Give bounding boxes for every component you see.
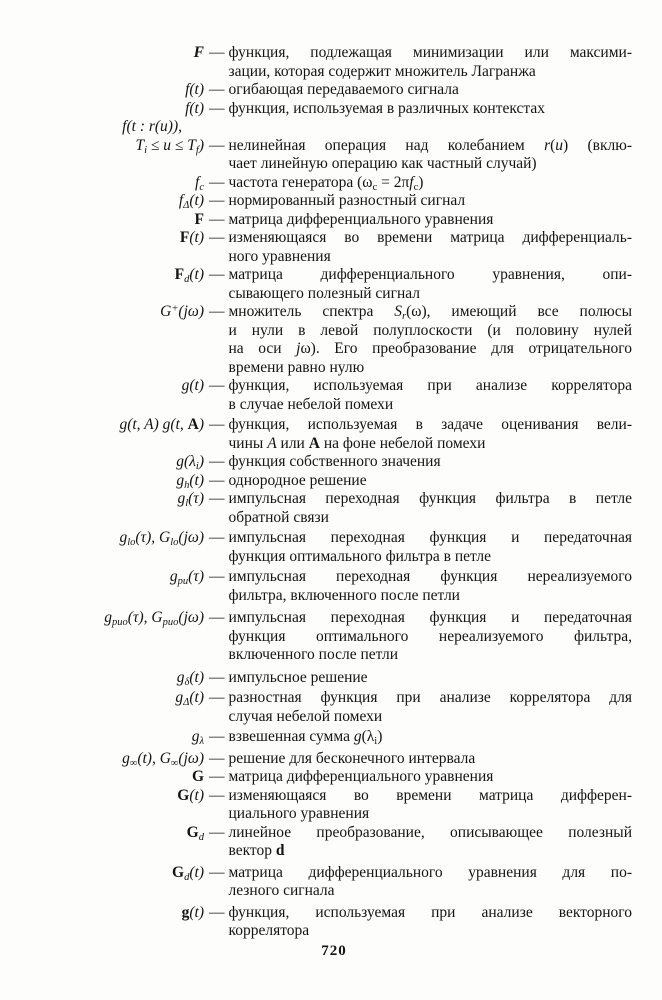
notation-definition: функция собственного значения xyxy=(228,453,441,470)
notation-symbol: G(t) xyxy=(177,786,204,804)
glossary-entry xyxy=(36,750,632,769)
notation-symbol: $g_\Delta(t)$ xyxy=(175,689,204,708)
dash-separator: — xyxy=(209,471,225,489)
dash-separator: — xyxy=(209,99,225,117)
notation-definition: нормированный разностный сигнал xyxy=(228,192,466,209)
notation-definition: матрица дифференциального уравнения xyxy=(228,210,494,228)
dash-separator: — xyxy=(209,749,225,767)
notation-definition: импульсная переходная функция и передаточная функция оптимального фильтра в петле xyxy=(228,529,632,565)
notation-symbol: $g_{pu}(\tau)$ xyxy=(169,568,204,587)
dash-separator: — xyxy=(209,823,225,841)
notation-glossary-list xyxy=(36,44,632,941)
notation-definition: функция, используемая в различных контекстах xyxy=(228,99,545,117)
notation-symbol: $g_h(t)$ xyxy=(176,471,204,491)
notation-symbol: F xyxy=(193,44,204,61)
notation-symbol: F xyxy=(194,210,204,228)
glossary-entry xyxy=(36,490,632,527)
glossary-entry xyxy=(36,768,632,787)
dash-separator: — xyxy=(209,136,225,154)
notation-definition: импульсная переходная функция нереализуемого фильтра, включенного после петли xyxy=(228,568,632,604)
notation-symbol: G xyxy=(191,768,204,785)
notation-definition: функция, используемая в задаче оценивания вели- чины A или A на фоне небелой помехи xyxy=(228,416,632,452)
glossary-entry xyxy=(36,266,632,303)
notation-symbol: F(t) xyxy=(179,229,204,246)
notation-symbol: f(t) xyxy=(185,81,204,98)
dash-separator: — xyxy=(209,377,225,394)
dash-separator: — xyxy=(209,229,225,246)
glossary-entry xyxy=(36,472,632,491)
glossary-entry xyxy=(36,211,632,230)
glossary-entry xyxy=(36,787,632,824)
dash-separator: — xyxy=(209,786,225,804)
dash-separator: — xyxy=(209,529,225,546)
notation-definition: множитель спектра $S_r(\omega)$, имеющий все полюсы и нули в левой полуплоскости (и половину нулей на оси jω). Его преобразование для отрицательного времени равно нулю xyxy=(228,303,632,376)
notation-definition: линейное преобразование, описывающее полезный вектор d xyxy=(228,823,632,859)
notation-definition: матрица дифференциального уравнения для по- лезного сигнала xyxy=(228,863,632,899)
notation-symbol: $g_l(\tau)$ xyxy=(177,490,204,509)
dash-separator: — xyxy=(209,416,225,433)
notation-definition: функция, используемая при анализе коррелятора в случае небелой помехи xyxy=(228,377,632,413)
notation-symbol: g(t, A) g(t, A) xyxy=(119,416,204,433)
notation-definition: изменяющаяся во времени матрица дифферен- циального уравнения xyxy=(228,786,632,822)
dash-separator: — xyxy=(209,863,225,881)
glossary-entry xyxy=(36,529,632,566)
notation-definition: взвешенная сумма $g(\lambda_i)$ xyxy=(228,728,383,747)
notation-definition: функция, подлежащая минимизации или максими- зации, которая содержит множитель Лагранжа xyxy=(228,44,632,80)
page-number: 720 xyxy=(321,943,347,959)
glossary-entry xyxy=(36,174,632,193)
dash-separator: — xyxy=(209,173,225,191)
glossary-entry xyxy=(36,377,632,414)
glossary-entry xyxy=(36,568,632,605)
notation-symbol: g(t) xyxy=(181,377,204,394)
dash-separator: — xyxy=(209,668,225,686)
notation-symbol: $g_\delta(t)$ xyxy=(176,668,204,688)
glossary-entry xyxy=(36,416,632,453)
notation-definition: импульсная переходная функция фильтра в петле обратной связи xyxy=(228,490,632,526)
notation-symbol: $g_\infty(t)$, $G_\infty(j\omega)$ xyxy=(122,749,204,769)
glossary-entry xyxy=(36,118,632,174)
glossary-entry xyxy=(36,453,632,472)
notation-symbol: G+(jω) xyxy=(160,303,204,320)
notation-definition: разностная функция при анализе коррелятора для случая небелой помехи xyxy=(228,689,632,725)
dash-separator: — xyxy=(209,81,225,98)
glossary-entry xyxy=(36,229,632,266)
notation-definition: матрица дифференциального уравнения, опи- сывающего полезный сигнал xyxy=(228,266,632,302)
notation-symbol: $g(\lambda_i)$ xyxy=(176,453,204,472)
notation-symbol: g(t) xyxy=(181,903,204,921)
notation-symbol: $f_\Delta(t)$ xyxy=(178,192,204,211)
glossary-entry xyxy=(36,44,632,81)
glossary-entry xyxy=(36,728,632,747)
notation-symbol: $G_d(t)$ xyxy=(172,863,204,883)
dash-separator: — xyxy=(209,490,225,507)
dash-separator: — xyxy=(209,728,225,745)
dash-separator: — xyxy=(209,210,225,228)
dash-separator: — xyxy=(209,768,225,785)
notation-definition: функция, используемая при анализе векторного коррелятора xyxy=(228,903,632,939)
glossary-entry xyxy=(36,864,632,901)
notation-definition: частота генератора $(\omega_c = 2\pi f_c)$ xyxy=(228,173,424,193)
dash-separator: — xyxy=(209,453,225,470)
notation-definition: огибающая передаваемого сигнала xyxy=(228,81,459,98)
notation-definition: импульсная переходная функция и передаточная функция оптимального нереализуемого фильтра, включенного после петли xyxy=(228,609,632,663)
notation-symbol: f(t) xyxy=(185,99,204,117)
notation-symbol: $f_c$ xyxy=(195,173,204,193)
dash-separator: — xyxy=(209,609,225,626)
notation-definition: изменяющаяся во времени матрица дифференциаль- ного уравнения xyxy=(228,229,632,265)
notation-symbol: $g_{puo}(\tau)$, $G_{puo}(j\omega)$ xyxy=(104,609,204,628)
notation-symbol: $g_{lo}(\tau)$, $G_{lo}(j\omega)$ xyxy=(119,529,204,548)
dash-separator: — xyxy=(209,568,225,585)
notation-symbol: $F_d(t)$ xyxy=(174,266,204,285)
glossary-entry xyxy=(36,904,632,941)
glossary-entry xyxy=(36,669,632,688)
notation-symbol: $g_\lambda$ xyxy=(191,728,204,747)
dash-separator: — xyxy=(209,903,225,921)
dash-separator: — xyxy=(209,303,225,320)
dash-separator: — xyxy=(209,689,225,706)
dash-separator: — xyxy=(209,192,225,209)
glossary-entry xyxy=(36,100,632,119)
notation-definition: импульсное решение xyxy=(228,668,368,686)
notation-definition: однородное решение xyxy=(228,471,367,489)
glossary-entry xyxy=(36,81,632,100)
notation-symbol: $G_d$ xyxy=(186,823,204,843)
glossary-entry xyxy=(36,303,632,377)
notation-definition: нелинейная операция над колебанием r(u) (вклю- чает линейную операцию как частный случай) xyxy=(228,136,633,172)
dash-separator: — xyxy=(209,44,225,61)
notation-definition: решение для бесконечного интервала xyxy=(228,749,476,767)
notation-definition: матрица дифференциального уравнения xyxy=(228,768,494,785)
glossary-entry xyxy=(36,609,632,665)
glossary-entry xyxy=(36,689,632,726)
glossary-entry xyxy=(36,824,632,861)
dash-separator: — xyxy=(209,266,225,283)
notation-symbol: f(t : r(u)), $T_i \le u \le T_f$) xyxy=(122,118,204,156)
glossary-entry xyxy=(36,192,632,211)
